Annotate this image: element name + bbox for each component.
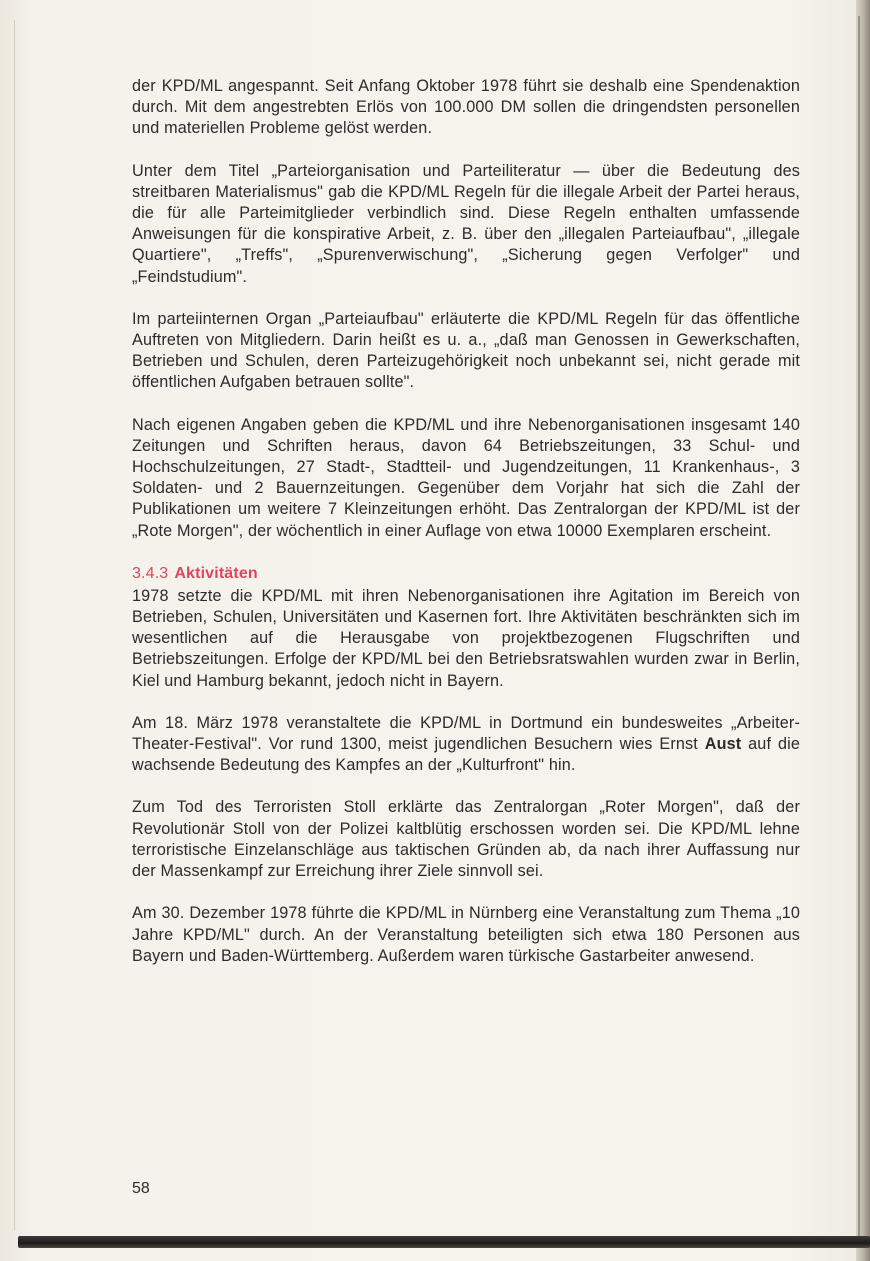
body-text	[132, 76, 800, 988]
section-number: 3.4.3	[132, 564, 169, 582]
festival-text-before: Am 18. März 1978 veranstaltete die KPD/ML in Dortmund ein bundesweites „Arbeiter-Theater-Festival". Vor rund 1300, meist jugendlichen Besuchern wies Ernst	[132, 713, 800, 754]
section-heading	[132, 563, 800, 584]
paragraph-parteiaufbau: Im parteiinternen Organ „Parteiaufbau" erläuterte die KPD/ML Regeln für das öffentliche Auftreten von Mitgliedern. Darin heißt es u. a., „daß man Genossen in Gewerkschaften, Betrieben und Schulen, deren Parteizugehörigkeit noch unbekannt sei, nicht gerade mit öffentlichen Aufgaben betrauen sollte".	[132, 309, 800, 392]
page-number: 58	[132, 1180, 150, 1197]
section-title: Aktivitäten	[174, 564, 258, 582]
paragraph-stoll: Zum Tod des Terroristen Stoll erklärte das Zentralorgan „Roter Morgen", daß der Revolutionär Stoll von der Polizei kaltblütig erschossen worden sei. Die KPD/ML lehne terroristische Einzelanschläge aus taktischen Gründen ab, da nach ihrer Auffassung nur der Massenkampf zur Erreichung ihrer Ziele sinnvoll sei.	[132, 798, 800, 881]
paragraph-nuernberg: Am 30. Dezember 1978 führte die KPD/ML in Nürnberg eine Veranstaltung zum Thema „10 Jahre KPD/ML" durch. An der Veranstaltung beteiligten sich etwa 180 Personen aus Bayern und Baden-Württemberg. Außerdem waren türkische Gastarbeiter anwesend.	[132, 904, 800, 965]
paragraph-festival	[132, 713, 800, 777]
spine-shadow-line	[858, 16, 860, 1241]
name-aust: Aust	[704, 735, 742, 754]
page-left-edge	[14, 20, 15, 1230]
paragraph-spendenaktion: der KPD/ML angespannt. Seit Anfang Oktober 1978 führt sie deshalb eine Spendenaktion durch. Mit dem angestrebten Erlös von 100.000 DM sollen die dringendsten personellen und materiellen Probleme gelöst werden.	[132, 77, 800, 138]
festival-text-after: auf die wachsende Bedeutung des Kampfes an der „Kulturfront" hin.	[132, 735, 800, 775]
paragraph-parteiorganisation: Unter dem Titel „Parteiorganisation und Parteiliteratur — über die Bedeutung des streitbaren Materialismus" gab die KPD/ML Regeln für die illegale Arbeit der Partei heraus, die für alle Parteimitglieder verbindlich sind. Diese Regeln enthalten umfassende Anweisungen für die konspirative Arbeit, z. B. über den „illegalen Parteiaufbau", „illegale Quartiere", „Treffs", „Spurenverwischung", „Sicherung gegen Verfolger" und „Feindstudium".	[132, 161, 800, 286]
paragraph-agitation: 1978 setzte die KPD/ML mit ihren Nebenorganisationen ihre Agitation im Bereich von Betrieben, Schulen, Universitäten und Kasernen fort. Ihre Aktivitäten beschränkten sich im wesentlichen auf die Herausgabe von projektbezogenen Flugschriften und Betriebszeitungen. Erfolge der KPD/ML bei den Betriebsratswahlen wurden zwar in Berlin, Kiel und Hamburg bekannt, jedoch nicht in Bayern.	[132, 586, 800, 690]
page-bottom-edge	[18, 1236, 870, 1248]
paragraph-zeitungen: Nach eigenen Angaben geben die KPD/ML und ihre Nebenorganisationen insgesamt 140 Zeitungen und Schriften heraus, davon 64 Betriebszeitungen, 33 Schul- und Hochschulzeitungen, 27 Stadt-, Stadtteil- und Jugendzeitungen, 11 Krankenhaus-, 3 Soldaten- und 2 Bauernzeitungen. Gegenüber dem Vorjahr hat sich die Zahl der Publikationen um weitere 7 Kleinzeitungen erhöht. Das Zentralorgan der KPD/ML ist der „Rote Morgen", der wöchentlich in einer Auflage von etwa 10000 Exemplaren erscheint.	[132, 415, 800, 540]
